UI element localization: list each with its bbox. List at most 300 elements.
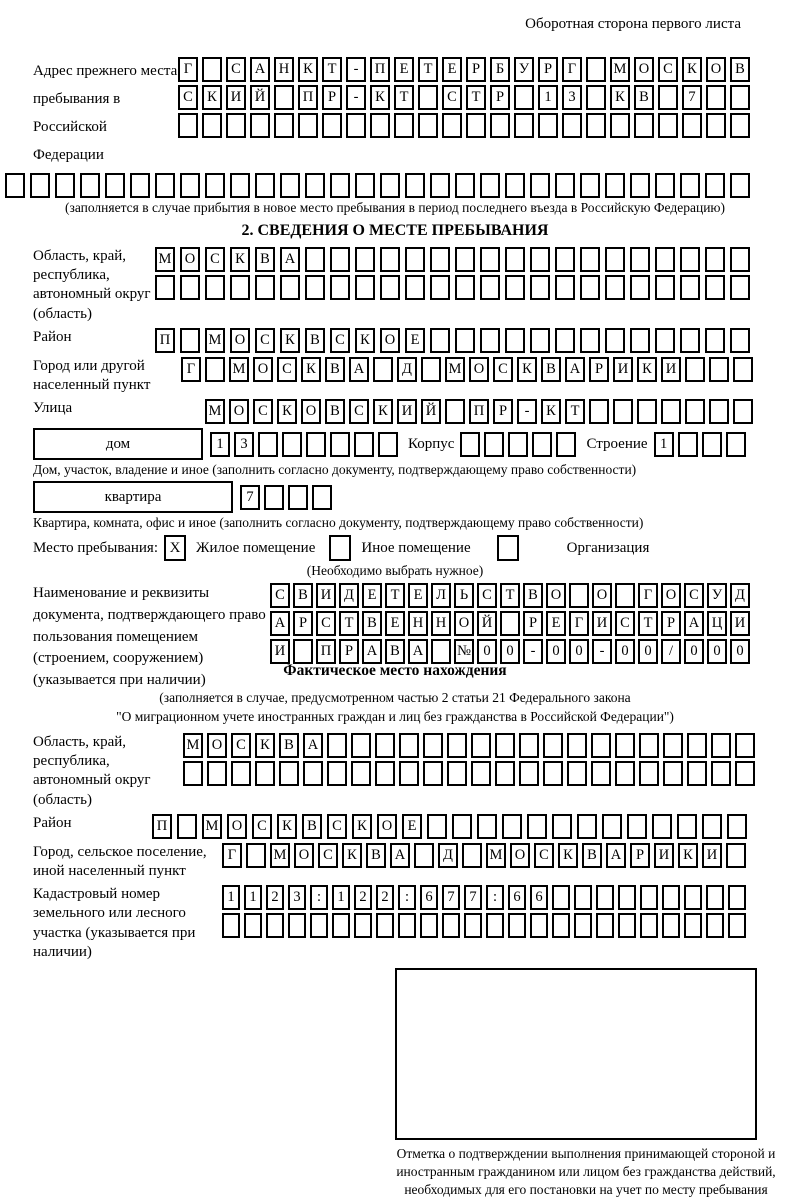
char-cell[interactable]: В xyxy=(582,843,602,868)
char-cell[interactable]: Ь xyxy=(454,583,474,608)
char-cell[interactable] xyxy=(605,173,625,198)
char-cell[interactable] xyxy=(250,113,270,138)
char-cell[interactable]: О xyxy=(546,583,566,608)
char-cell[interactable]: 7 xyxy=(682,85,702,110)
char-cell[interactable]: К xyxy=(298,57,318,82)
char-cell[interactable] xyxy=(280,173,300,198)
char-cell[interactable]: К xyxy=(373,399,393,424)
char-cell[interactable]: К xyxy=(517,357,537,382)
char-cell[interactable]: Р xyxy=(339,639,359,664)
char-cell[interactable] xyxy=(205,173,225,198)
char-cell[interactable] xyxy=(480,328,500,353)
char-cell[interactable] xyxy=(351,761,371,786)
char-cell[interactable] xyxy=(500,611,520,636)
char-cell[interactable] xyxy=(332,913,350,938)
char-cell[interactable] xyxy=(464,913,482,938)
char-cell[interactable] xyxy=(685,357,705,382)
char-cell[interactable]: П xyxy=(469,399,489,424)
char-cell[interactable] xyxy=(447,761,467,786)
char-cell[interactable]: В xyxy=(366,843,386,868)
char-cell[interactable]: С xyxy=(205,247,225,272)
char-cell[interactable]: : xyxy=(310,885,328,910)
char-cell[interactable] xyxy=(405,275,425,300)
char-cell[interactable]: 3 xyxy=(562,85,582,110)
char-cell[interactable] xyxy=(705,247,725,272)
char-cell[interactable] xyxy=(327,761,347,786)
char-cell[interactable] xyxy=(354,432,374,457)
char-cell[interactable]: К xyxy=(370,85,390,110)
char-cell[interactable] xyxy=(431,639,451,664)
char-cell[interactable] xyxy=(682,113,702,138)
char-cell[interactable]: О xyxy=(592,583,612,608)
char-cell[interactable] xyxy=(706,85,726,110)
char-cell[interactable] xyxy=(532,432,552,457)
char-cell[interactable] xyxy=(552,814,572,839)
char-cell[interactable]: 2 xyxy=(376,885,394,910)
char-cell[interactable]: Ц xyxy=(707,611,727,636)
char-cell[interactable]: А xyxy=(303,733,323,758)
char-cell[interactable]: К xyxy=(280,328,300,353)
char-cell[interactable] xyxy=(687,761,707,786)
char-cell[interactable] xyxy=(244,913,262,938)
char-cell[interactable] xyxy=(418,85,438,110)
char-cell[interactable] xyxy=(574,913,592,938)
char-cell[interactable]: О xyxy=(634,57,654,82)
char-cell[interactable]: Е xyxy=(385,611,405,636)
char-cell[interactable] xyxy=(555,328,575,353)
char-cell[interactable]: Н xyxy=(274,57,294,82)
char-cell[interactable] xyxy=(627,814,647,839)
char-cell[interactable]: В xyxy=(541,357,561,382)
char-cell[interactable]: В xyxy=(255,247,275,272)
char-cell[interactable] xyxy=(414,843,434,868)
char-cell[interactable] xyxy=(637,399,657,424)
char-cell[interactable] xyxy=(399,761,419,786)
char-cell[interactable]: К xyxy=(610,85,630,110)
char-cell[interactable] xyxy=(177,814,197,839)
char-cell[interactable]: А xyxy=(349,357,369,382)
char-cell[interactable] xyxy=(380,275,400,300)
char-cell[interactable]: М xyxy=(270,843,290,868)
char-cell[interactable]: Р xyxy=(630,843,650,868)
char-cell[interactable]: О xyxy=(253,357,273,382)
char-cell[interactable]: В xyxy=(302,814,322,839)
char-cell[interactable] xyxy=(680,247,700,272)
char-cell[interactable]: С xyxy=(477,583,497,608)
char-cell[interactable] xyxy=(274,113,294,138)
char-cell[interactable] xyxy=(207,761,227,786)
char-cell[interactable] xyxy=(567,761,587,786)
char-cell[interactable]: К xyxy=(541,399,561,424)
char-cell[interactable] xyxy=(376,913,394,938)
char-cell[interactable]: И xyxy=(661,357,681,382)
char-cell[interactable]: - xyxy=(592,639,612,664)
char-cell[interactable]: М xyxy=(205,399,225,424)
char-cell[interactable]: С xyxy=(231,733,251,758)
char-cell[interactable]: Е xyxy=(546,611,566,636)
char-cell[interactable] xyxy=(630,247,650,272)
char-cell[interactable] xyxy=(480,275,500,300)
char-cell[interactable] xyxy=(330,247,350,272)
char-cell[interactable] xyxy=(580,247,600,272)
char-cell[interactable] xyxy=(640,885,658,910)
stay-type-checkbox-residential[interactable]: X xyxy=(164,535,186,561)
char-cell[interactable]: Р xyxy=(538,57,558,82)
char-cell[interactable] xyxy=(652,814,672,839)
char-cell[interactable]: С xyxy=(252,814,272,839)
char-cell[interactable]: - xyxy=(346,57,366,82)
char-cell[interactable] xyxy=(552,913,570,938)
char-cell[interactable] xyxy=(726,432,746,457)
char-cell[interactable]: / xyxy=(661,639,681,664)
char-cell[interactable]: 7 xyxy=(442,885,460,910)
char-cell[interactable] xyxy=(105,173,125,198)
char-cell[interactable] xyxy=(375,733,395,758)
char-cell[interactable]: А xyxy=(565,357,585,382)
char-cell[interactable] xyxy=(618,913,636,938)
char-cell[interactable]: 1 xyxy=(538,85,558,110)
char-cell[interactable] xyxy=(455,328,475,353)
char-cell[interactable] xyxy=(279,761,299,786)
char-cell[interactable]: Р xyxy=(589,357,609,382)
char-cell[interactable] xyxy=(471,733,491,758)
char-cell[interactable] xyxy=(639,761,659,786)
char-cell[interactable] xyxy=(288,913,306,938)
char-cell[interactable] xyxy=(530,247,550,272)
char-cell[interactable]: Р xyxy=(322,85,342,110)
char-cell[interactable] xyxy=(589,399,609,424)
char-cell[interactable]: В xyxy=(293,583,313,608)
char-cell[interactable]: К xyxy=(202,85,222,110)
char-cell[interactable] xyxy=(480,173,500,198)
char-cell[interactable] xyxy=(662,913,680,938)
char-cell[interactable] xyxy=(202,113,222,138)
char-cell[interactable] xyxy=(586,113,606,138)
char-cell[interactable] xyxy=(222,913,240,938)
char-cell[interactable] xyxy=(178,113,198,138)
char-cell[interactable]: Е xyxy=(408,583,428,608)
char-cell[interactable] xyxy=(455,173,475,198)
char-cell[interactable] xyxy=(351,733,371,758)
char-cell[interactable]: - xyxy=(517,399,537,424)
char-cell[interactable] xyxy=(730,113,750,138)
stay-type-checkbox-organization[interactable] xyxy=(497,535,519,561)
char-cell[interactable]: О xyxy=(294,843,314,868)
char-cell[interactable]: О xyxy=(469,357,489,382)
char-cell[interactable] xyxy=(706,913,724,938)
char-cell[interactable]: 1 xyxy=(222,885,240,910)
char-cell[interactable]: Д xyxy=(397,357,417,382)
char-cell[interactable] xyxy=(702,814,722,839)
char-cell[interactable] xyxy=(543,733,563,758)
char-cell[interactable]: М xyxy=(183,733,203,758)
char-cell[interactable] xyxy=(574,885,592,910)
char-cell[interactable]: О xyxy=(380,328,400,353)
char-cell[interactable] xyxy=(733,357,753,382)
char-cell[interactable] xyxy=(615,583,635,608)
char-cell[interactable]: Т xyxy=(500,583,520,608)
char-cell[interactable]: Д xyxy=(730,583,750,608)
char-cell[interactable] xyxy=(330,275,350,300)
char-cell[interactable] xyxy=(596,913,614,938)
char-cell[interactable]: П xyxy=(316,639,336,664)
char-cell[interactable] xyxy=(205,357,225,382)
char-cell[interactable]: Д xyxy=(438,843,458,868)
char-cell[interactable] xyxy=(727,814,747,839)
char-cell[interactable] xyxy=(730,275,750,300)
char-cell[interactable]: С xyxy=(327,814,347,839)
char-cell[interactable] xyxy=(180,173,200,198)
char-cell[interactable] xyxy=(735,761,755,786)
char-cell[interactable] xyxy=(580,173,600,198)
char-cell[interactable] xyxy=(605,328,625,353)
char-cell[interactable]: Т xyxy=(322,57,342,82)
char-cell[interactable] xyxy=(706,113,726,138)
char-cell[interactable]: : xyxy=(486,885,504,910)
char-cell[interactable]: О xyxy=(454,611,474,636)
char-cell[interactable] xyxy=(310,913,328,938)
char-cell[interactable]: В xyxy=(523,583,543,608)
char-cell[interactable]: С xyxy=(318,843,338,868)
char-cell[interactable]: 0 xyxy=(615,639,635,664)
char-cell[interactable]: И xyxy=(270,639,290,664)
char-cell[interactable]: Е xyxy=(402,814,422,839)
char-cell[interactable]: И xyxy=(702,843,722,868)
char-cell[interactable] xyxy=(630,275,650,300)
char-cell[interactable] xyxy=(354,913,372,938)
char-cell[interactable]: - xyxy=(523,639,543,664)
char-cell[interactable]: О xyxy=(301,399,321,424)
char-cell[interactable]: И xyxy=(316,583,336,608)
char-cell[interactable] xyxy=(421,357,441,382)
char-cell[interactable] xyxy=(677,814,697,839)
char-cell[interactable]: Г xyxy=(181,357,201,382)
char-cell[interactable]: И xyxy=(397,399,417,424)
char-cell[interactable] xyxy=(543,761,563,786)
char-cell[interactable] xyxy=(505,275,525,300)
char-cell[interactable]: А xyxy=(362,639,382,664)
char-cell[interactable] xyxy=(355,275,375,300)
char-cell[interactable] xyxy=(430,275,450,300)
char-cell[interactable] xyxy=(508,913,526,938)
char-cell[interactable]: А xyxy=(270,611,290,636)
char-cell[interactable] xyxy=(728,913,746,938)
char-cell[interactable] xyxy=(327,733,347,758)
char-cell[interactable] xyxy=(455,247,475,272)
char-cell[interactable]: К xyxy=(637,357,657,382)
char-cell[interactable]: К xyxy=(352,814,372,839)
char-cell[interactable] xyxy=(312,485,332,510)
char-cell[interactable] xyxy=(577,814,597,839)
char-cell[interactable] xyxy=(230,275,250,300)
char-cell[interactable] xyxy=(640,913,658,938)
char-cell[interactable] xyxy=(530,173,550,198)
char-cell[interactable] xyxy=(680,275,700,300)
char-cell[interactable]: И xyxy=(613,357,633,382)
char-cell[interactable] xyxy=(726,843,746,868)
char-cell[interactable] xyxy=(639,733,659,758)
char-cell[interactable]: Р xyxy=(466,57,486,82)
char-cell[interactable]: Й xyxy=(250,85,270,110)
char-cell[interactable] xyxy=(663,761,683,786)
char-cell[interactable] xyxy=(630,173,650,198)
char-cell[interactable] xyxy=(180,328,200,353)
char-cell[interactable]: 1 xyxy=(244,885,262,910)
char-cell[interactable] xyxy=(288,485,308,510)
char-cell[interactable]: В xyxy=(325,399,345,424)
char-cell[interactable] xyxy=(480,247,500,272)
char-cell[interactable] xyxy=(255,173,275,198)
char-cell[interactable]: О xyxy=(510,843,530,868)
char-cell[interactable] xyxy=(730,328,750,353)
char-cell[interactable] xyxy=(298,113,318,138)
char-cell[interactable] xyxy=(519,733,539,758)
char-cell[interactable]: - xyxy=(346,85,366,110)
char-cell[interactable]: У xyxy=(707,583,727,608)
char-cell[interactable]: 0 xyxy=(707,639,727,664)
char-cell[interactable] xyxy=(730,85,750,110)
char-cell[interactable] xyxy=(728,885,746,910)
char-cell[interactable]: Р xyxy=(293,611,313,636)
char-cell[interactable]: 7 xyxy=(464,885,482,910)
char-cell[interactable] xyxy=(183,761,203,786)
char-cell[interactable] xyxy=(373,357,393,382)
char-cell[interactable]: И xyxy=(730,611,750,636)
char-cell[interactable] xyxy=(596,885,614,910)
char-cell[interactable]: Г xyxy=(562,57,582,82)
char-cell[interactable]: 0 xyxy=(546,639,566,664)
char-cell[interactable] xyxy=(709,357,729,382)
char-cell[interactable] xyxy=(460,432,480,457)
char-cell[interactable]: С xyxy=(534,843,554,868)
char-cell[interactable] xyxy=(418,113,438,138)
char-cell[interactable]: 0 xyxy=(477,639,497,664)
char-cell[interactable]: М xyxy=(205,328,225,353)
char-cell[interactable] xyxy=(663,733,683,758)
char-cell[interactable]: 2 xyxy=(354,885,372,910)
char-cell[interactable] xyxy=(634,113,654,138)
char-cell[interactable]: 1 xyxy=(654,432,674,457)
char-cell[interactable]: К xyxy=(301,357,321,382)
char-cell[interactable] xyxy=(375,761,395,786)
char-cell[interactable]: Р xyxy=(661,611,681,636)
char-cell[interactable] xyxy=(705,328,725,353)
char-cell[interactable] xyxy=(569,583,589,608)
char-cell[interactable]: К xyxy=(682,57,702,82)
char-cell[interactable] xyxy=(246,843,266,868)
char-cell[interactable]: Е xyxy=(442,57,462,82)
char-cell[interactable] xyxy=(586,57,606,82)
char-cell[interactable] xyxy=(423,733,443,758)
char-cell[interactable]: Л xyxy=(431,583,451,608)
char-cell[interactable] xyxy=(610,113,630,138)
char-cell[interactable] xyxy=(655,173,675,198)
char-cell[interactable] xyxy=(530,275,550,300)
char-cell[interactable]: С xyxy=(178,85,198,110)
char-cell[interactable] xyxy=(490,113,510,138)
char-cell[interactable] xyxy=(486,913,504,938)
char-cell[interactable]: А xyxy=(390,843,410,868)
char-cell[interactable]: В xyxy=(325,357,345,382)
char-cell[interactable]: П xyxy=(152,814,172,839)
char-cell[interactable] xyxy=(280,275,300,300)
char-cell[interactable]: К xyxy=(355,328,375,353)
char-cell[interactable] xyxy=(303,761,323,786)
char-cell[interactable]: А xyxy=(408,639,428,664)
char-cell[interactable]: № xyxy=(454,639,474,664)
char-cell[interactable]: К xyxy=(230,247,250,272)
char-cell[interactable]: Г xyxy=(638,583,658,608)
char-cell[interactable] xyxy=(591,733,611,758)
char-cell[interactable]: К xyxy=(277,814,297,839)
char-cell[interactable] xyxy=(380,173,400,198)
char-cell[interactable]: Б xyxy=(490,57,510,82)
char-cell[interactable]: Й xyxy=(477,611,497,636)
char-cell[interactable] xyxy=(684,913,702,938)
char-cell[interactable] xyxy=(355,173,375,198)
char-cell[interactable] xyxy=(630,328,650,353)
char-cell[interactable]: Й xyxy=(421,399,441,424)
char-cell[interactable] xyxy=(264,485,284,510)
char-cell[interactable]: Р xyxy=(523,611,543,636)
char-cell[interactable] xyxy=(398,913,416,938)
char-cell[interactable]: К xyxy=(342,843,362,868)
char-cell[interactable]: Т xyxy=(565,399,585,424)
char-cell[interactable] xyxy=(685,399,705,424)
char-cell[interactable] xyxy=(477,814,497,839)
char-cell[interactable] xyxy=(730,173,750,198)
char-cell[interactable] xyxy=(466,113,486,138)
char-cell[interactable]: 1 xyxy=(332,885,350,910)
char-cell[interactable] xyxy=(420,913,438,938)
char-cell[interactable]: 3 xyxy=(288,885,306,910)
char-cell[interactable]: У xyxy=(514,57,534,82)
char-cell[interactable] xyxy=(658,85,678,110)
char-cell[interactable] xyxy=(618,885,636,910)
char-cell[interactable] xyxy=(605,275,625,300)
char-cell[interactable] xyxy=(605,247,625,272)
char-cell[interactable]: 6 xyxy=(420,885,438,910)
char-cell[interactable]: И xyxy=(654,843,674,868)
char-cell[interactable] xyxy=(274,85,294,110)
char-cell[interactable] xyxy=(580,328,600,353)
char-cell[interactable]: М xyxy=(445,357,465,382)
char-cell[interactable] xyxy=(615,733,635,758)
char-cell[interactable] xyxy=(471,761,491,786)
char-cell[interactable] xyxy=(226,113,246,138)
char-cell[interactable] xyxy=(55,173,75,198)
char-cell[interactable] xyxy=(680,173,700,198)
char-cell[interactable] xyxy=(155,173,175,198)
char-cell[interactable]: Г xyxy=(569,611,589,636)
char-cell[interactable]: П xyxy=(155,328,175,353)
char-cell[interactable] xyxy=(380,247,400,272)
char-cell[interactable]: К xyxy=(678,843,698,868)
char-cell[interactable] xyxy=(711,733,731,758)
char-cell[interactable]: О xyxy=(661,583,681,608)
char-cell[interactable]: Т xyxy=(466,85,486,110)
char-cell[interactable]: 7 xyxy=(240,485,260,510)
char-cell[interactable] xyxy=(305,173,325,198)
char-cell[interactable] xyxy=(505,328,525,353)
char-cell[interactable]: Т xyxy=(339,611,359,636)
char-cell[interactable] xyxy=(305,275,325,300)
char-cell[interactable] xyxy=(514,85,534,110)
char-cell[interactable] xyxy=(735,733,755,758)
char-cell[interactable] xyxy=(613,399,633,424)
char-cell[interactable] xyxy=(709,399,729,424)
char-cell[interactable] xyxy=(427,814,447,839)
